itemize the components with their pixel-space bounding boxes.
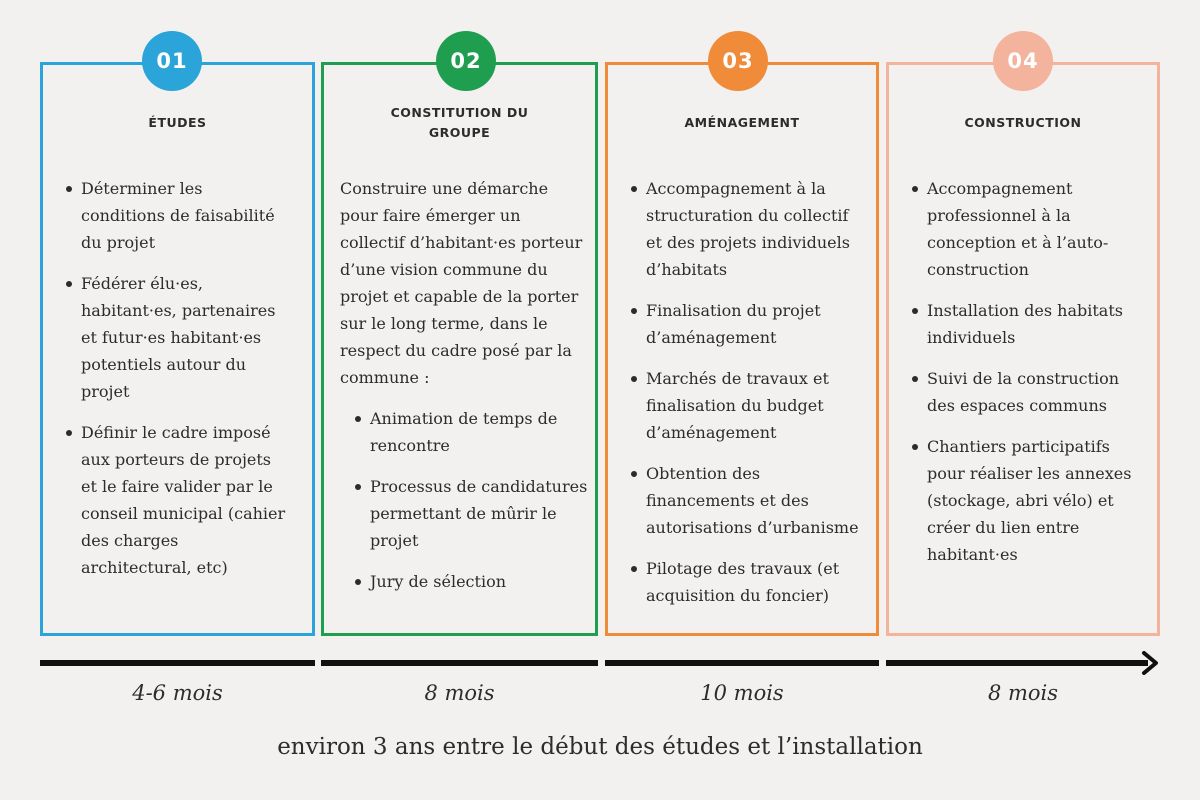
phase-title: AMÉNAGEMENT <box>684 115 800 130</box>
list-item: Marchés de travaux et finalisation du budget d’aménagement <box>646 365 869 446</box>
phase-number-badge: 02 <box>436 31 496 91</box>
phase-body <box>59 175 289 595</box>
list-item: Fédérer élu·es, habitant·es, partenaires et futur·es habitant·es potentiels autour du projet <box>81 270 289 405</box>
phase-title: CONSTRUCTION <box>964 115 1082 130</box>
list-item: Définir le cadre imposé aux porteurs de projets et le faire valider par le conseil municipal (cahier des charges architectural, etc) <box>81 419 289 581</box>
phase-card-amenagement <box>605 62 879 636</box>
phase-body <box>340 175 590 609</box>
list-item: Chantiers participatifs pour réaliser les annexes (stockage, abri vélo) et créer du lien entre habitant·es <box>927 433 1135 568</box>
list-item: Animation de temps de rencontre <box>370 405 590 459</box>
bullet-list <box>59 175 289 581</box>
list-item: Pilotage des travaux (et acquisition du foncier) <box>646 555 869 609</box>
list-item: Suivi de la construction des espaces communs <box>927 365 1135 419</box>
total-duration-caption: environ 3 ans entre le début des études et l’installation <box>277 734 923 760</box>
phase-number-badge: 03 <box>708 31 768 91</box>
timeline-segment <box>321 660 598 666</box>
timeline-segment <box>40 660 315 666</box>
phase-duration: 8 mois <box>987 681 1059 705</box>
bullet-list <box>624 175 869 609</box>
timeline-segment <box>605 660 879 666</box>
phase-card-etudes <box>40 62 315 636</box>
list-item: Accompagnement à la structuration du collectif et des projets individuels d’habitats <box>646 175 869 283</box>
list-item: Finalisation du projet d’aménagement <box>646 297 869 351</box>
phase-intro: Construire une démarche pour faire émerger un collectif d’habitant·es porteur d’une vision commune du projet et capable de la porter sur le long terme, dans le respect du cadre posé par la commune : <box>340 179 583 387</box>
list-item: Obtention des financements et des autorisations d’urbanisme <box>646 460 869 541</box>
phase-number-badge: 04 <box>993 31 1053 91</box>
list-item: Installation des habitats individuels <box>927 297 1135 351</box>
arrow-right-icon <box>1138 651 1162 675</box>
phase-duration: 10 mois <box>700 681 784 705</box>
list-item: Jury de sélection <box>370 568 590 595</box>
list-item: Accompagnement professionnel à la conception et à l’auto-construction <box>927 175 1135 283</box>
phase-duration: 8 mois <box>424 681 495 705</box>
phase-title: ÉTUDES <box>148 115 207 130</box>
bullet-list <box>905 175 1135 568</box>
phase-body <box>624 175 869 623</box>
phase-duration: 4-6 mois <box>132 681 223 705</box>
timeline-segment <box>886 660 1148 666</box>
phase-card-construction <box>886 62 1160 636</box>
list-item: Processus de candidatures permettant de mûrir le projet <box>370 473 590 554</box>
phase-body <box>905 175 1135 582</box>
bullet-list <box>340 405 590 595</box>
phase-title: CONSTITUTION DU GROUPE <box>390 105 529 140</box>
phase-number-badge: 01 <box>142 31 202 91</box>
list-item: Déterminer les conditions de faisabilité du projet <box>81 175 289 256</box>
phase-card-constitution <box>321 62 598 636</box>
